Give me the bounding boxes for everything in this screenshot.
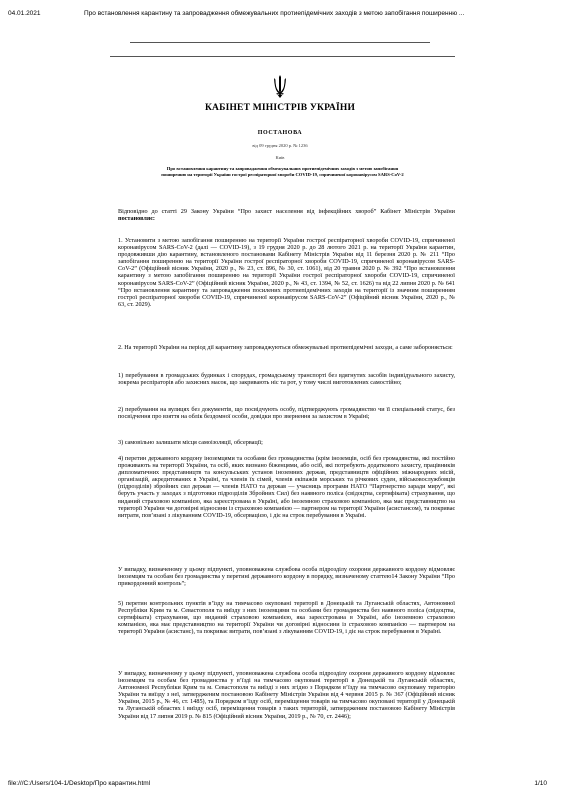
paragraph-2: 2. На території України на період дії карантину запроваджуються обмежувальні протиепідемічні заходи, а саме забороняється: (118, 344, 453, 351)
paragraph-2-3: 3) самовільно залишати місця самоізоляції, обсервації; (118, 439, 263, 446)
paragraph-1: 1. Установити з метою запобігання поширенню на території України гострої респіраторної хвороби COVID-19, спричиненої коронавірусом SARS-CoV-2 (далі — COVID-19), з 19 грудня 2020 р. до 28 лютого 2021 р. на території України карантин, продовживши дію карантину, встановленого постановами Кабінету Міністрів України від 11 березня 2020 р. № 211 “Про запобігання поширенню на території України гострої респіраторної хвороби COVID-19, спричиненої коронавірусом SARS-CoV-2” (Офіційний вісник України, 2020 р., № 23, ст. 896, № 30, ст. 1061), від 20 травня 2020 р. № 392 “Про встановлення карантину з метою запобігання поширенню на території України гострої респіраторної хвороби COVID-19, спричиненої коронавірусом SARS-CoV-2” (Офіційний вісник України, 2020 р., № 43, ст. 1394, № 52, ст. 1626) та від 22 липня 2020 р. № 641 “Про встановлення карантину та запровадження посилених протиепідемічних заходів на території із значним поширенням гострої респіраторної хвороби COVID-19, спричиненої коронавірусом SARS-CoV-2” (Офіційний вісник України, 2020 р., № 63, ст. 2029). (118, 237, 455, 308)
document-subject: Про встановлення карантину та запровадження обмежувальних протиепідемічних заходів з метою запобігання поширенню на території України гострої респіраторної хвороби COVID-19, спричиненої коронавірусом SARS-CoV-2 (161, 166, 404, 177)
document-dateline: від 09 грудня 2020 р. № 1236 (252, 143, 308, 148)
paragraph-2-4: 4) перетин державного кордону іноземцями та особами без громадянства (крім іноземців, осіб без громадянства, які постійно проживають на території України, та осіб, яких визнано біженцями, або осіб, які потребують додаткового захисту, працівників дипломатичних представництв та консульських установ іноземних держав, представництв офіційних міжнародних місій, організацій, акредитованих в Україні, та членів їх сімей, членів екіпажів морських та річкових суден, військовослужбовців (підрозділів) збройних сил держав — членів НАТО та держав — учасниць програми НАТО “Партнерство заради миру”, які беруть участь у заходах з підготовки підрозділів Збройних Сил) без наявного поліса (свідоцтва, сертифіката) страхування, що виданий страховою компанією, яка зареєстрована в Україні, або іноземною страховою компанією, яка має представництво на території України чи договірні відносини із страховою компанією — партнером на території України (асистансом), та покриває витрати, пов’язані з лікуванням COVID-19, обсервацією, і діє на строк перебування в Україні. (118, 455, 455, 519)
preamble-resolves: постановляє: (118, 215, 155, 223)
print-date: 04.01.2021 (8, 10, 41, 17)
page-number: 1/10 (534, 780, 547, 787)
document-kind: ПОСТАНОВА (257, 130, 303, 136)
paragraph-2-4-note: У випадку, визначеному у цьому підпункті, уповноважена службова особа підрозділу охорони державного кордону відмовляє іноземцям та особам без громадянства у перетині державного кордону в порядку, визначеному статтею14 Закону України “Про прикордонний контроль”; (118, 566, 455, 588)
preamble-text: Відповідно до статті 29 Закону України “Про захист населення від інфекційних хвороб” Кабінет Міністрів України (118, 208, 455, 215)
paragraph-2-2: 2) перебування на вулицях без документів, що посвідчують особу, підтверджують громадянство чи її спеціальний статус, без посвідчення про взяття на облік бездомної особи, довідки про звернення за захистом в Україні; (118, 406, 455, 421)
paragraph-2-1: 1) перебування в громадських будинках і спорудах, громадському транспорті без вдягнутих засобів індивідуального захисту, зокрема респіраторів або захисних масок, що закривають ніс та рот, у тому числі виготовлених самостійно; (118, 372, 455, 387)
document-city: Київ (275, 155, 285, 160)
org-title: КАБІНЕТ МІНІСТРІВ УКРАЇНИ (204, 103, 356, 113)
browser-print-header (8, 10, 559, 22)
file-path: file:///C:/Users/104-1/Desktop/Про карантин.html (8, 780, 151, 787)
top-rule-2 (110, 56, 455, 57)
paragraph-2-5: 5) перетин контрольних пунктів в’їзду на тимчасово окуповані території в Донецькій та Луганській областях, Автономної Республіки Крим та м. Севастополя та виїзду з них іноземцями та особами без громадянства без наявного поліса (свідоцтва, сертифіката) страхування, що виданий страховою компанією, яка зареєстрована в Україні, або іноземною страховою компанією, яка має представництво на території України чи договірні відносини із страховою компанією — партнером на території України (асистанс), та покриває витрати, пов’язані з лікуванням COVID-19, і діє на строк перебування в Україні. (118, 600, 455, 636)
top-rule-1 (130, 42, 430, 43)
print-page-title: Про встановлення карантину та запровадження обмежувальних протиепідемічних заходів з метою запобігання поширенню ... (84, 10, 465, 17)
trident-emblem-icon (272, 74, 288, 100)
preamble (118, 208, 455, 222)
paragraph-2-5-note: У випадку, визначеному у цьому підпункті, уповноважена службова особа підрозділу охорони державного кордону відмовляє іноземцям та особам без громадянства у в’їзді на тимчасово окуповані території в Донецькій та Луганській областях, Автономної Республіки Крим та м. Севастополя та виїзді з них згідно з Порядком в’їзду на тимчасово окуповану територію України та виїзду з неї, затвердженим постановою Кабінету Міністрів України від 4 червня 2015 р. № 367 (Офіційний вісник України, 2015 р., № 46, ст. 1485), та Порядком в’їзду осіб, переміщення товарів на тимчасово окуповані території у Донецькій та Луганській областях і виїзду осіб, переміщення товарів з таких територій, затвердженим постановою Кабінету Міністрів України від 17 липня 2019 р. № 815 (Офіційний вісник України, 2019 р., № 70, ст. 2446); (118, 670, 455, 720)
